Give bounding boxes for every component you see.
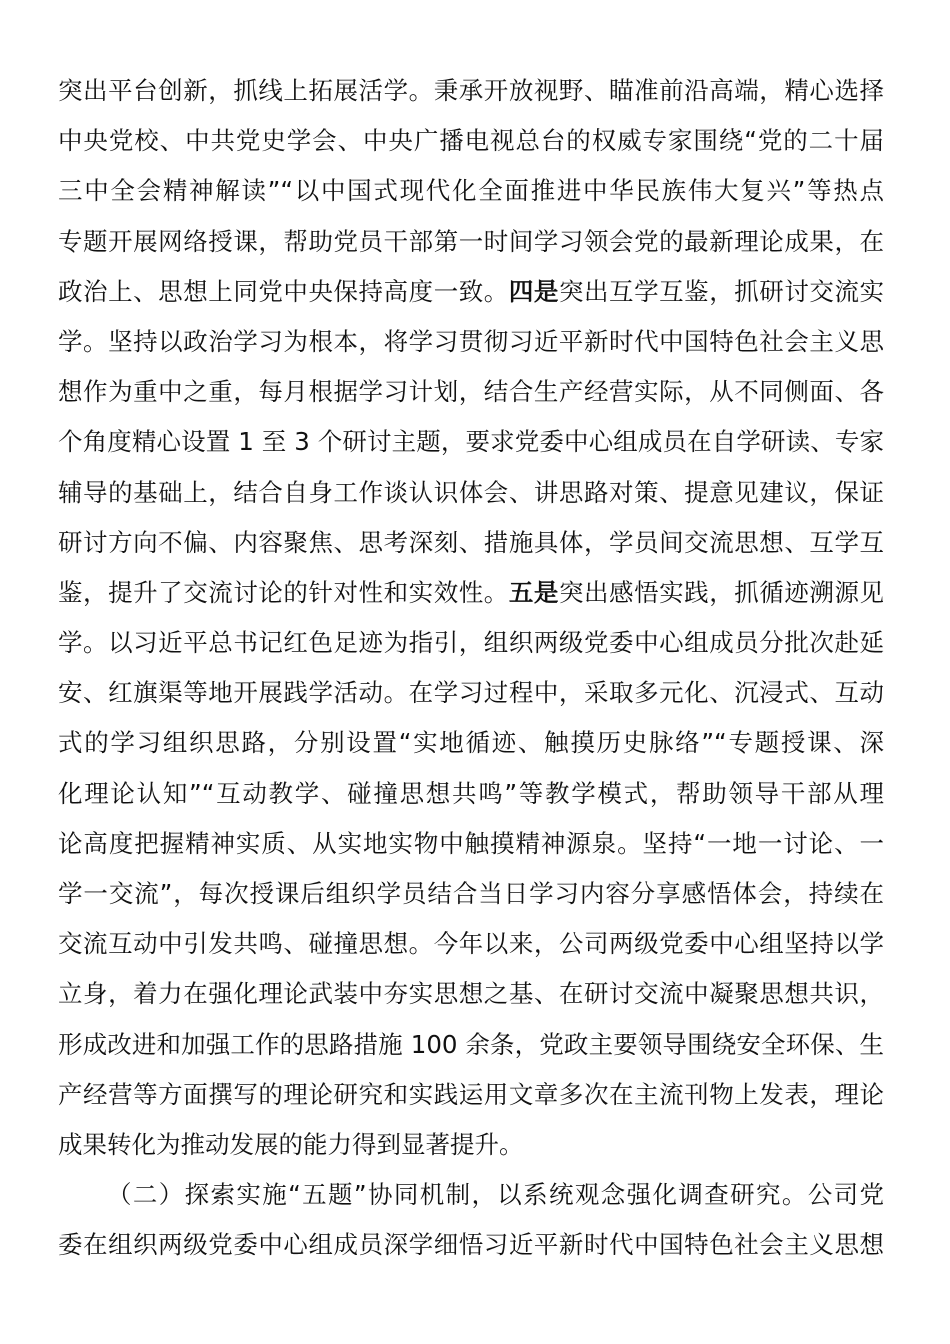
text-line: 研讨方向不偏、内容聚焦、思考深刻、措施具体，学员间交流思想、互学互 — [58, 527, 884, 557]
text-line: 安、红旗渠等地开展践学活动。在学习过程中，采取多元化、沉浸式、互动 — [58, 678, 884, 708]
text-line: 交流互动中引发共鸣、碰撞思想。今年以来，公司两级党委中心组坚持以学 — [58, 929, 884, 959]
text-line: 形成改进和加强工作的思路措施 100 余条，党政主要领导围绕安全环保、生 — [58, 1029, 884, 1059]
text-line: 成果转化为推动发展的能力得到显著提升。 — [58, 1129, 524, 1159]
paragraph-section-two — [58, 1170, 884, 1270]
text-line: 三中全会精神解读”“以中国式现代化全面推进中华民族伟大复兴”等热点 — [58, 176, 884, 206]
paragraph-study-practice — [58, 66, 884, 1170]
text-line: 式的学习组织思路，分别设置“实地循迹、触摸历史脉络”“专题授课、深 — [58, 728, 884, 758]
text-line: 中央党校、中共党史学会、中央广播电视总台的权威专家围绕“党的二十届 — [58, 126, 884, 156]
text-line: 产经营等方面撰写的理论研究和实践运用文章多次在主流刊物上发表，理论 — [58, 1079, 884, 1109]
text-segment: 突出感悟实践，抓循迹溯源见 — [558, 577, 884, 607]
text-line: 化理论认知”“互动教学、碰撞思想共鸣”等教学模式，帮助领导干部从理 — [58, 778, 884, 808]
text-line: 个角度精心设置 1 至 3 个研讨主题，要求党委中心组成员在自学研读、专家 — [58, 427, 884, 457]
document-page — [58, 66, 884, 1271]
text-line: 突出平台创新，抓线上拓展活学。秉承开放视野、瞄准前沿高端，精心选择 — [58, 76, 884, 105]
section-heading-line: （二）探索实施“五题”协同机制，以系统观念强化调查研究。公司党 — [107, 1180, 884, 1210]
text-segment: 鉴，提升了交流讨论的针对性和实效性。 — [58, 577, 509, 607]
text-line — [58, 267, 884, 317]
text-line: 想作为重中之重，每月根据学习计划，结合生产经营实际，从不同侧面、各 — [58, 377, 884, 407]
text-line: 学。以习近平总书记红色足迹为指引，组织两级党委中心组成员分批次赴延 — [58, 628, 884, 658]
text-segment: 政治上、思想上同党中央保持高度一致。 — [58, 276, 509, 306]
text-line: 立身，着力在强化理论武装中夯实思想之基、在研讨交流中凝聚思想共识， — [58, 979, 884, 1009]
text-line: 委在组织两级党委中心组成员深学细悟习近平新时代中国特色社会主义思想 — [58, 1230, 884, 1260]
bold-lead-four: 四是 — [508, 276, 559, 306]
text-line: 论高度把握精神实质、从实地实物中触摸精神源泉。坚持“一地一讨论、一 — [58, 828, 884, 858]
text-line: 辅导的基础上，结合自身工作谈认识体会、讲思路对策、提意见建议，保证 — [58, 477, 884, 507]
text-line — [58, 568, 884, 618]
bold-lead-five: 五是 — [508, 577, 559, 607]
text-segment: 突出互学互鉴，抓研讨交流实 — [558, 276, 884, 306]
text-line: 学。坚持以政治学习为根本，将学习贯彻习近平新时代中国特色社会主义思 — [58, 326, 884, 356]
text-line: 专题开展网络授课，帮助党员干部第一时间学习领会党的最新理论成果，在 — [58, 226, 884, 256]
text-line: 学一交流”，每次授课后组织学员结合当日学习内容分享感悟体会，持续在 — [58, 879, 884, 908]
